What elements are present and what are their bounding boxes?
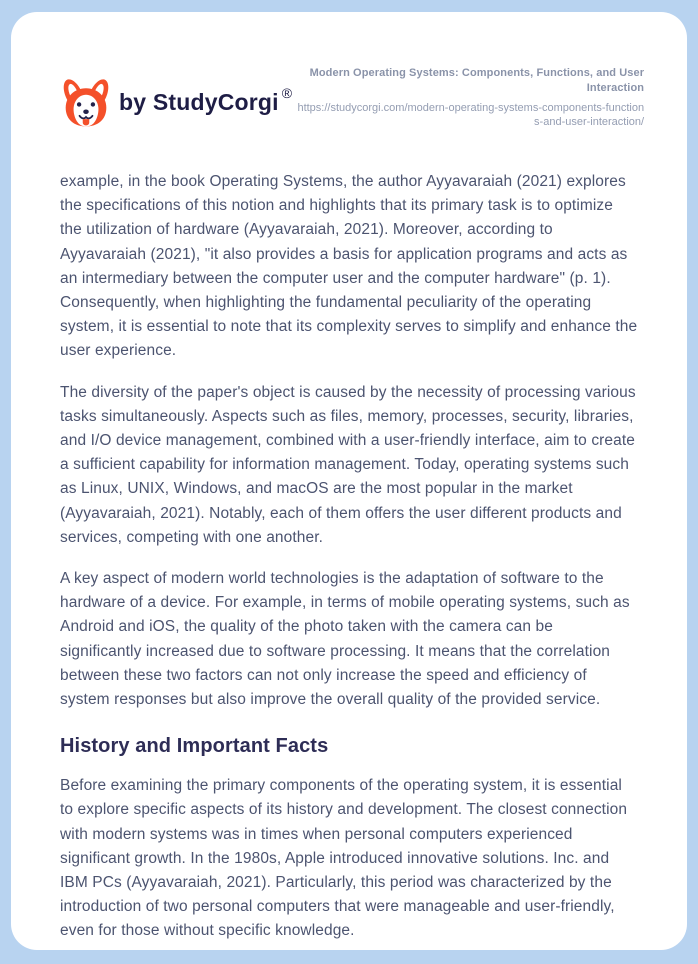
body-paragraph: example, in the book Operating Systems, the author Ayyavaraiah (2021) explores the specifications of this notion and highlights that its primary task is to optimize the utilization of hardware (Ayyavaraiah, 2021). Moreover, according to Ayyavaraiah (2021), "it also provides a basis for application programs and acts as an intermediary between the computer user and the computer hardware" (p. 1). Consequently, when highlighting the fundamental peculiarity of the operating system, it is essential to note that its complexity serves to simplify and enhance the user experience.	[60, 173, 638, 360]
registered-trademark: ®	[281, 85, 293, 101]
body-paragraph: A key aspect of modern world technologies is the adaptation of software to the hardware of a device. For example, in terms of mobile operating systems, such as Android and iOS, the quality of the photo taken with the camera can be significantly increased due to software processing. It means that the correlation between these two factors can not only increase the speed and efficiency of system responses but also improve the overall quality of the provided service.	[60, 570, 630, 709]
document-meta	[292, 66, 644, 129]
studycorgi-brand	[60, 74, 292, 130]
document-card	[11, 12, 687, 950]
document-header	[60, 66, 645, 130]
document-url-link[interactable]: https://studycorgi.com/modern-operating-systems-components-functions-and-user-interaction/	[297, 102, 645, 128]
document-content	[60, 170, 638, 944]
section-heading: History and Important Facts	[60, 735, 329, 758]
corgi-logo-icon	[60, 74, 112, 130]
brand-name: by StudyCorgi	[119, 88, 279, 115]
document-title: Modern Operating Systems: Components, Functions, and User Interaction	[309, 67, 645, 94]
body-paragraph: Before examining the primary components of the operating system, it is essential to explore specific aspects of its history and development. The closest connection with modern systems was in times when personal computers experienced significant growth. In the 1980s, Apple introduced innovative solutions. Inc. and IBM PCs (Ayyavaraiah, 2021). Particularly, this period was characterized by the introduction of two personal computers that were manageable and user-friendly, even for those without specific knowledge.	[60, 777, 628, 940]
body-paragraph: The diversity of the paper's object is caused by the necessity of processing various tasks simultaneously. Aspects such as files, memory, processes, security, libraries, and I/O device management, combined with a user-friendly interface, aim to create a sufficient capability for information management. Today, operating systems such as Linux, UNIX, Windows, and macOS are the most popular in the market (Ayyavaraiah, 2021). Notably, each of them offers the user different products and services, competing with one another.	[60, 383, 636, 546]
